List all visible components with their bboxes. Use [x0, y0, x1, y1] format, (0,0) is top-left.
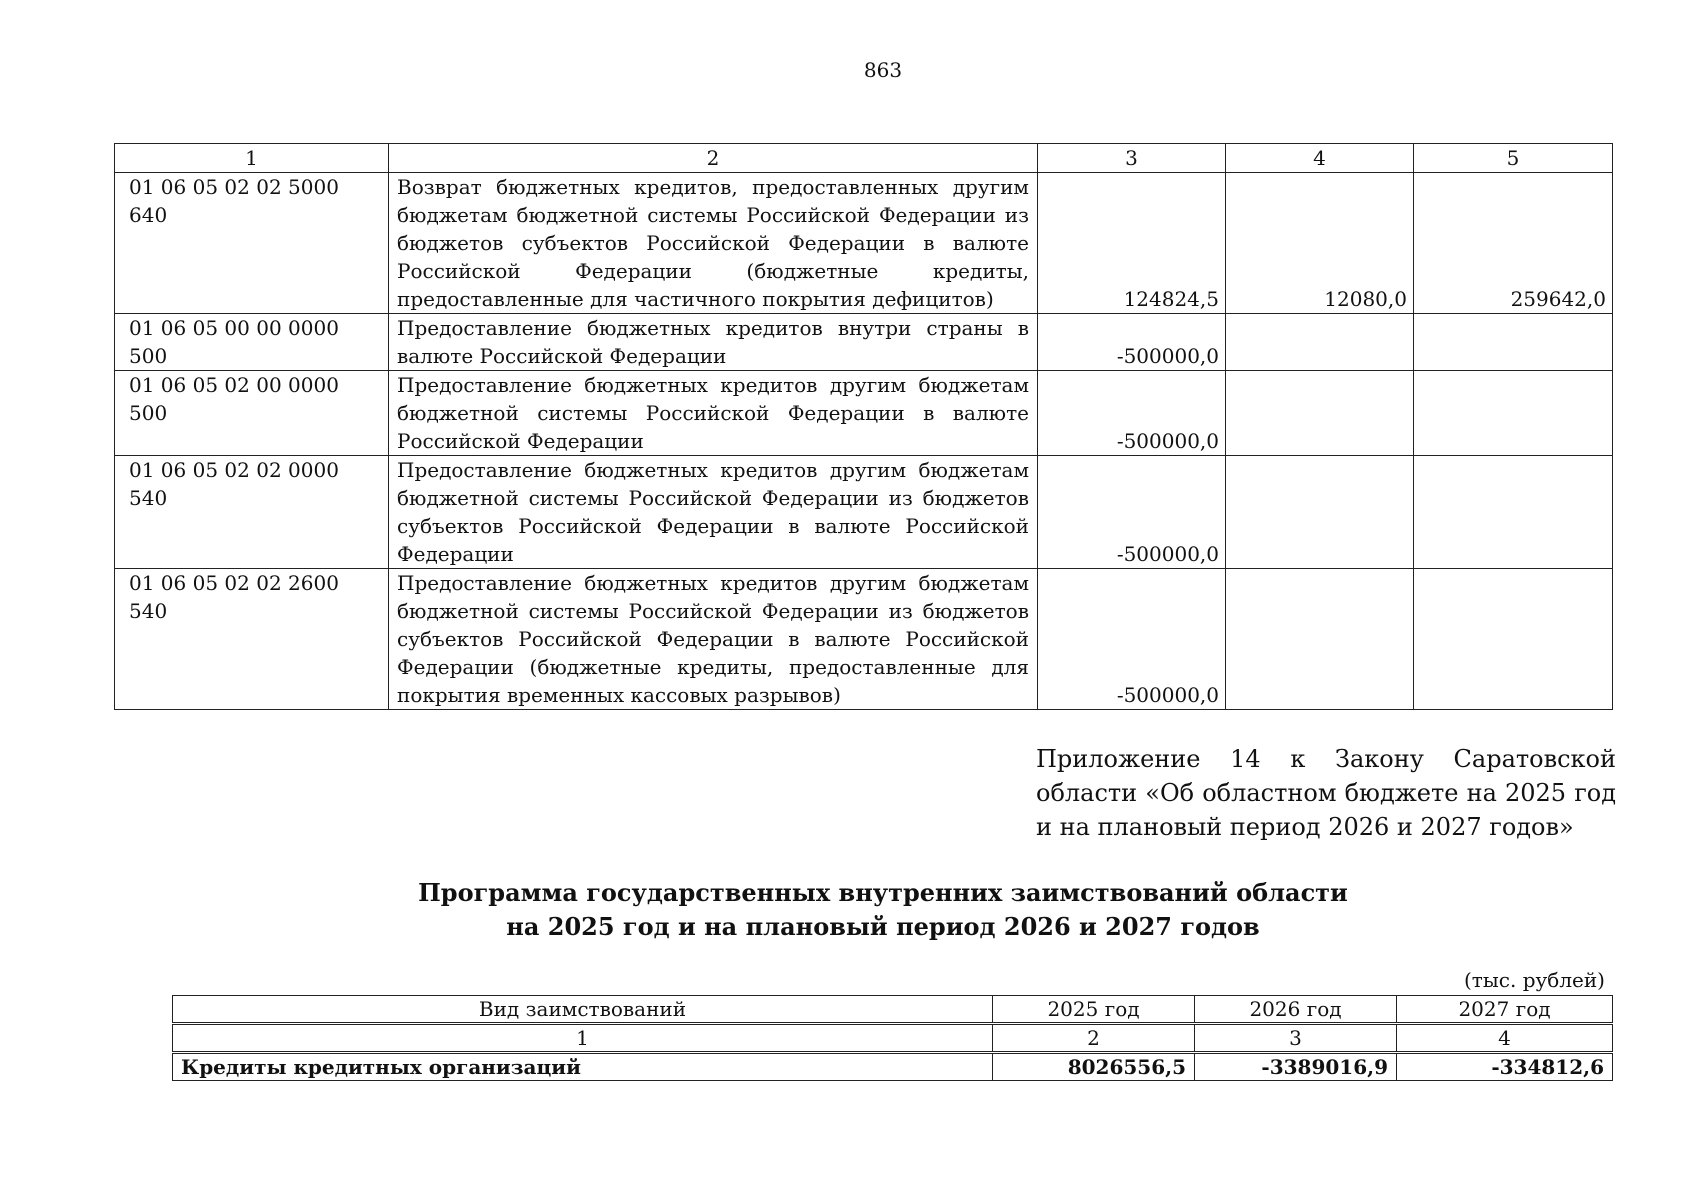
amount-2027: 259642,0 [1414, 173, 1613, 314]
appendix-note: Приложение 14 к Закону Саратовской области «Об областном бюджете на 2025 год и на плановый период 2026 и 2027 годов» [1036, 745, 1616, 841]
header-cell: 2026 год [1195, 996, 1397, 1024]
page-number: 863 [863, 58, 903, 82]
amount-2026: -3389016,9 [1195, 1053, 1397, 1081]
table-row [115, 456, 1613, 569]
header-cell: 5 [1414, 144, 1613, 173]
units-label: (тыс. рублей) [1464, 968, 1605, 992]
amount-2027 [1414, 371, 1613, 456]
budget-description: Предоставление бюджетных кредитов другим бюджетам бюджетной системы Российской Федерации в валюте Российской Федерации [389, 371, 1038, 456]
table-row [115, 173, 1613, 314]
table-row [115, 569, 1613, 710]
amount-2027 [1414, 569, 1613, 710]
budget-code: 01 06 05 02 02 5000 640 [115, 173, 389, 314]
budget-description: Предоставление бюджетных кредитов другим бюджетам бюджетной системы Российской Федерации из бюджетов субъектов Российской Федерации в валюте Российской Федерации (бюджетные кредиты, предоставленные для покрытия временных кассовых разрывов) [389, 569, 1038, 710]
amount-2025: -500000,0 [1038, 456, 1226, 569]
amount-2025: -500000,0 [1038, 314, 1226, 371]
table-row [173, 1053, 1613, 1081]
header-cell: 1 [115, 144, 389, 173]
header-cell: 3 [1038, 144, 1226, 173]
budget-code: 01 06 05 02 02 0000 540 [115, 456, 389, 569]
header-cell: 4 [1226, 144, 1414, 173]
index-cell: 4 [1397, 1024, 1613, 1053]
budget-description: Предоставление бюджетных кредитов внутри страны в валюте Российской Федерации [389, 314, 1038, 371]
amount-2025: 124824,5 [1038, 173, 1226, 314]
amount-2025: 8026556,5 [993, 1053, 1195, 1081]
budget-description: Предоставление бюджетных кредитов другим бюджетам бюджетной системы Российской Федерации из бюджетов субъектов Российской Федерации в валюте Российской Федерации [389, 456, 1038, 569]
amount-2026 [1226, 371, 1414, 456]
title-line: на 2025 год и на плановый период 2026 и 2027 годов [506, 912, 1260, 941]
amount-2026 [1226, 456, 1414, 569]
table-row [115, 371, 1613, 456]
budget-sources-table [114, 143, 1613, 710]
header-cell: Вид заимствований [173, 996, 993, 1024]
amount-2027 [1414, 314, 1613, 371]
amount-2027: -334812,6 [1397, 1053, 1613, 1081]
amount-2026 [1226, 569, 1414, 710]
borrowing-type: Кредиты кредитных организаций [173, 1053, 993, 1081]
amount-2025: -500000,0 [1038, 371, 1226, 456]
budget-code: 01 06 05 00 00 0000 500 [115, 314, 389, 371]
header-cell: 2 [389, 144, 1038, 173]
amount-2027 [1414, 456, 1613, 569]
borrowing-table [172, 995, 1613, 1081]
budget-code: 01 06 05 02 02 2600 540 [115, 569, 389, 710]
amount-2025: -500000,0 [1038, 569, 1226, 710]
table-header-row [115, 144, 1613, 173]
header-cell: 2027 год [1397, 996, 1613, 1024]
title-line: Программа государственных внутренних заимствований области [418, 878, 1348, 907]
table-row [115, 314, 1613, 371]
amount-2026: 12080,0 [1226, 173, 1414, 314]
index-cell: 3 [1195, 1024, 1397, 1053]
budget-code: 01 06 05 02 00 0000 500 [115, 371, 389, 456]
amount-2026 [1226, 314, 1414, 371]
index-cell: 1 [173, 1024, 993, 1053]
header-cell: 2025 год [993, 996, 1195, 1024]
document-title [0, 876, 1697, 944]
column-index-row [173, 1024, 1613, 1053]
index-cell: 2 [993, 1024, 1195, 1053]
table-header-row [173, 996, 1613, 1024]
budget-description: Возврат бюджетных кредитов, предоставленных другим бюджетам бюджетной системы Российской Федерации из бюджетов субъектов Российской Федерации в валюте Российской Федерации (бюджетные кредиты, предоставленные для частичного покрытия дефицитов) [389, 173, 1038, 314]
